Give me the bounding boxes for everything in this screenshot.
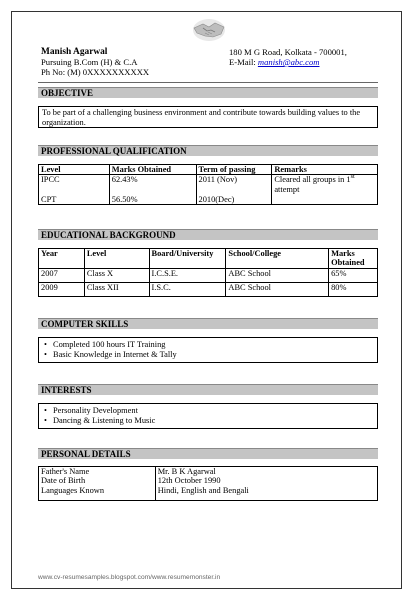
table-row: 2009 Class XII I.S.C. ABC School 80% [39, 283, 378, 297]
list-item: • Completed 100 hours IT Training [53, 340, 377, 350]
footer-url[interactable]: www.cv-resumesamples.blogspot.com/www.resumemonster.in [38, 574, 221, 581]
handshake-icon [191, 14, 227, 44]
detail-value: Hindi, English and Bengali [157, 485, 249, 495]
candidate-name: Manish Agarwal [41, 47, 108, 57]
column-header: School/College [226, 249, 329, 269]
phone-number: Ph No: (M) 0XXXXXXXXXX [41, 67, 150, 77]
marks-cell: 56.50% [111, 194, 138, 204]
level-cell: IPCC [41, 175, 60, 185]
email-label: E-Mail: [229, 57, 258, 67]
detail-value: Mr. B K Agarwal [157, 467, 216, 476]
remarks-cell: Cleared all groups in 1st attempt [272, 175, 378, 205]
personal-table [38, 466, 378, 501]
column-header: Level [84, 249, 149, 269]
education-heading: EDUCATIONAL BACKGROUND [38, 229, 378, 240]
column-header: Term of passing [196, 165, 272, 175]
table-row: 2007 Class X I.C.S.E. ABC School 65% [39, 269, 378, 283]
detail-label: Languages Known [41, 485, 105, 495]
interests-heading: INTERESTS [38, 384, 378, 395]
column-header: Level [39, 165, 110, 175]
contact-left [41, 47, 149, 77]
objective-text: To be part of a challenging business environment and contribute towards building values to the organization. [42, 108, 361, 127]
table-header-row [39, 249, 378, 269]
contact-right [229, 47, 347, 67]
term-cell: 2011 (Nov) [198, 175, 238, 185]
personal-heading: PERSONAL DETAILS [38, 448, 378, 459]
column-header: Board/University [149, 249, 226, 269]
detail-label: Date of Birth [41, 476, 86, 486]
education-table [38, 248, 378, 297]
detail-value: 12th October 1990 [157, 476, 221, 486]
address: 180 M G Road, Kolkata - 700001, [229, 47, 347, 57]
skills-box [38, 337, 378, 363]
email-link[interactable]: manish@abc.com [257, 57, 320, 67]
interests-list [39, 404, 377, 427]
table-header-row [39, 165, 378, 175]
level-cell: CPT [41, 194, 57, 204]
qualification: Pursuing B.Com (H) & C.A [41, 57, 138, 67]
column-header: Remarks [272, 165, 378, 175]
table-row [39, 175, 378, 205]
header-divider [38, 82, 378, 83]
list-item: • Dancing & Listening to Music [53, 416, 377, 426]
skills-list [39, 338, 377, 361]
column-header: Marks Obtained [329, 249, 378, 269]
table-row [39, 467, 378, 501]
detail-label: Father's Name [41, 467, 90, 476]
email-line [229, 57, 347, 67]
objective-heading: OBJECTIVE [38, 87, 378, 98]
marks-cell: 62.43% [111, 175, 138, 185]
column-header: Year [39, 249, 85, 269]
term-cell: 2010(Dec) [198, 194, 235, 204]
interests-box [38, 403, 378, 429]
professional-heading: PROFESSIONAL QUALIFICATION [38, 145, 378, 156]
objective-box [38, 106, 378, 128]
skills-heading: COMPUTER SKILLS [38, 318, 378, 329]
professional-table [38, 164, 378, 205]
list-item: • Personality Development [53, 406, 377, 416]
column-header: Marks Obtained [109, 165, 196, 175]
list-item: • Basic Knowledge in Internet & Tally [53, 350, 377, 360]
